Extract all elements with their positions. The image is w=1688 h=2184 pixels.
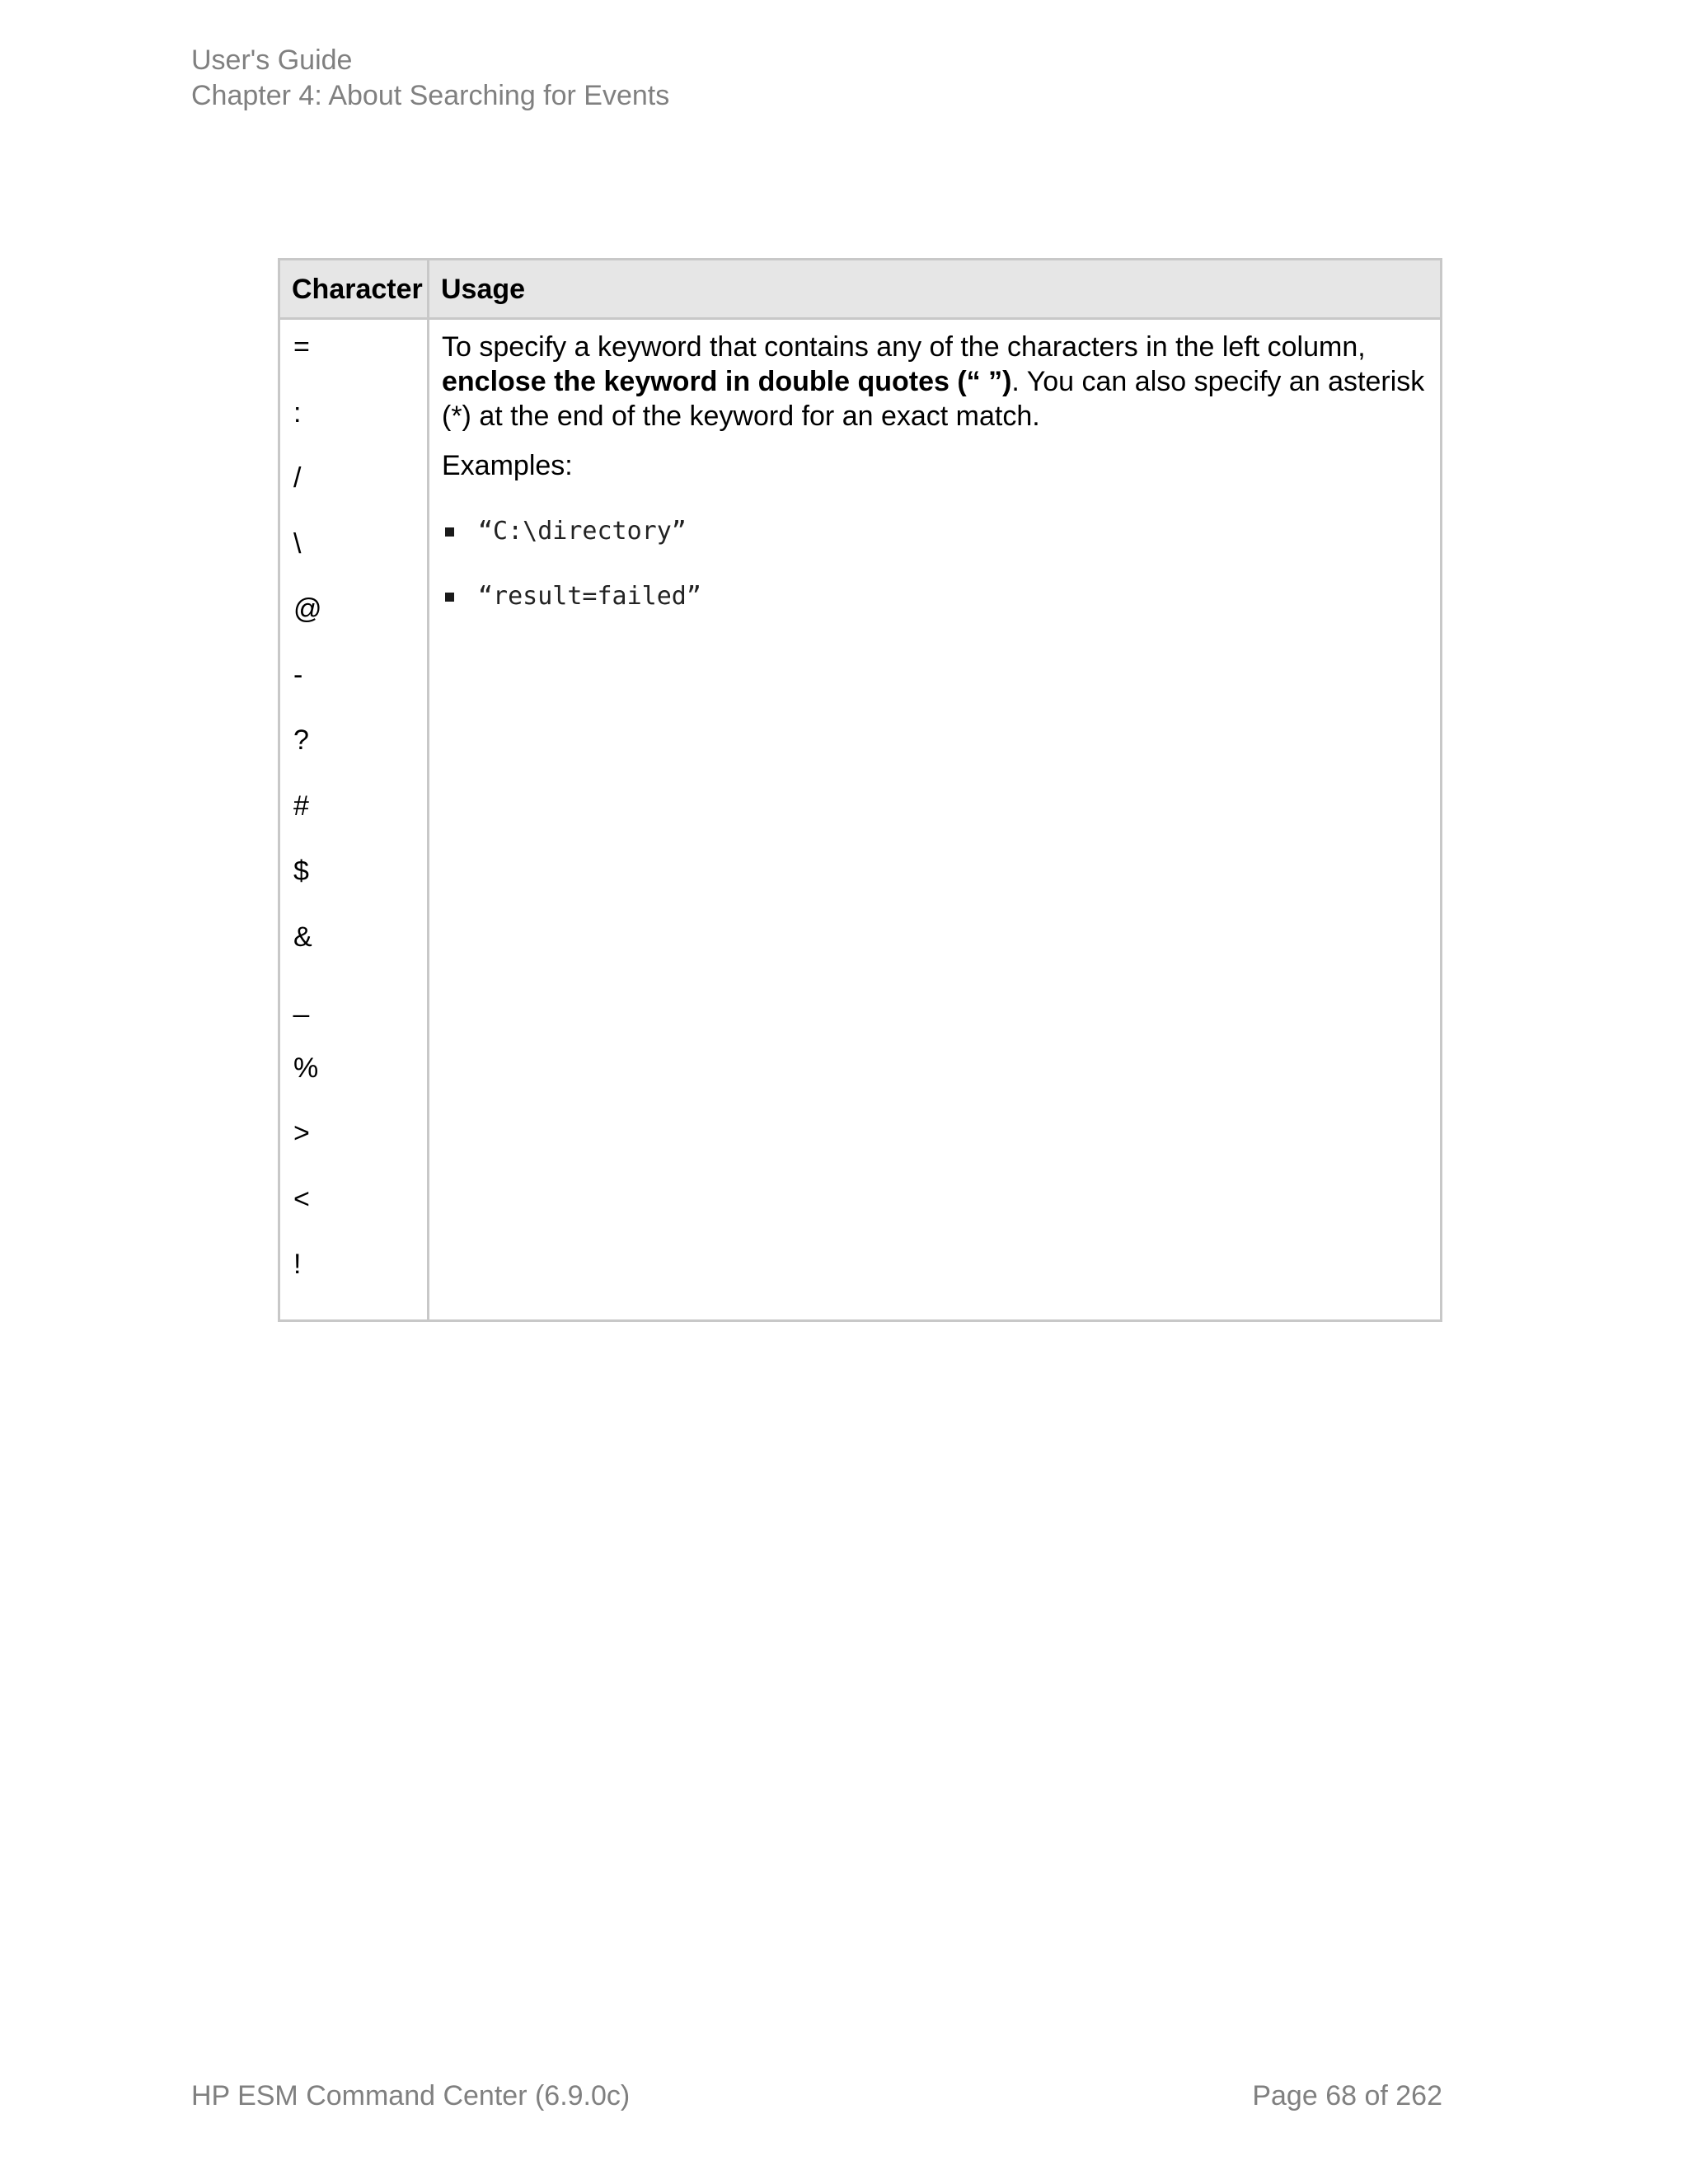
page-footer <box>191 2079 1442 2114</box>
examples-label: Examples: <box>442 450 573 481</box>
character-underscore: _ <box>293 987 309 1018</box>
character-hash: # <box>293 790 309 822</box>
example-code: “C:\directory” <box>478 517 687 546</box>
page-number: Page 68 of 262 <box>1252 2080 1442 2111</box>
usage-cell <box>429 319 1442 1321</box>
product-name: HP ESM Command Center (6.9.0c) <box>191 2080 631 2111</box>
column-header-character: Character <box>279 260 429 319</box>
usage-description <box>442 330 1428 434</box>
usage-text-bold: enclose the keyword in double quotes (“ ”) <box>442 366 1012 397</box>
usage-text-part2: . You can also specify an asterisk (*) at the end of the keyword for an exact match. <box>442 366 1425 432</box>
character-colon: : <box>293 396 302 429</box>
list-item <box>442 514 1428 549</box>
examples-list <box>442 514 1428 614</box>
character-cell <box>279 319 429 1321</box>
character-dollar: $ <box>293 855 309 887</box>
example-code: “result=failed” <box>478 582 701 611</box>
page-header <box>191 43 669 114</box>
character-slash: / <box>293 462 302 494</box>
square-bullet-icon <box>445 593 454 602</box>
character-greater-than: > <box>293 1118 310 1149</box>
character-percent: % <box>293 1052 319 1084</box>
table-header-row <box>279 260 1442 319</box>
table-row <box>279 319 1442 1321</box>
special-characters-table <box>278 258 1442 1322</box>
character-at: @ <box>293 593 322 625</box>
character-ampersand: & <box>293 921 312 953</box>
column-header-usage: Usage <box>429 260 1442 319</box>
chapter-title: Chapter 4: About Searching for Events <box>191 80 670 111</box>
character-hyphen: - <box>293 658 303 691</box>
character-less-than: < <box>293 1183 310 1215</box>
list-item <box>442 579 1428 614</box>
square-bullet-icon <box>445 527 454 537</box>
character-equals: = <box>293 331 310 363</box>
character-question: ? <box>293 724 309 756</box>
usage-text-part1: To specify a keyword that contains any of the characters in the left column, <box>442 331 1366 363</box>
character-backslash: \ <box>293 527 302 560</box>
guide-title: User's Guide <box>191 45 353 76</box>
character-exclamation: ! <box>293 1249 302 1280</box>
